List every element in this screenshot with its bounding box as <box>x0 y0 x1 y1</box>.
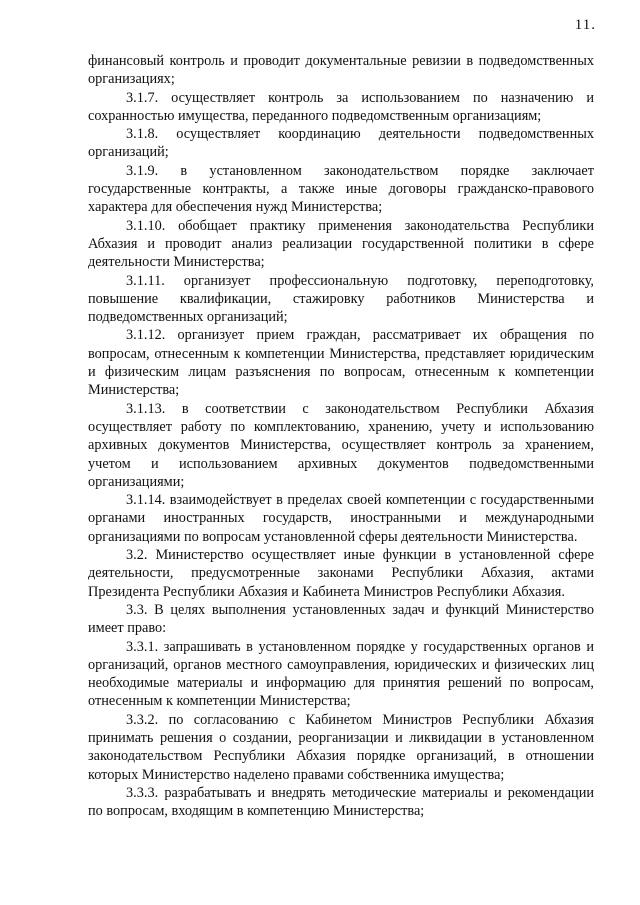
paragraph: 3.3.2. по согласованию с Кабинетом Министров Республики Абхазия принимать решения о создании, реорганизации и ликвидации в установленном законодательством Республики Абхазия порядке организаций, в отношении которых Министерство наделено правами собственника имущества; <box>88 711 594 783</box>
page-number: 11. <box>574 17 596 33</box>
paragraph: 3.1.13. в соответствии с законодательством Республики Абхазия осуществляет работу по комплектованию, хранению, учету и использованию архивных документов Министерства, осуществляет контроль за хранением, учетом и использованием архивных документов подведомственными организациями; <box>88 400 594 490</box>
paragraph: 3.3.3. разрабатывать и внедрять методические материалы и рекомендации по вопросам, входящим в компетенцию Министерства; <box>88 784 594 820</box>
paragraph: 3.1.8. осуществляет координацию деятельности подведомственных организаций; <box>88 126 594 161</box>
document-body <box>88 52 594 820</box>
paragraph: финансовый контроль и проводит документальные ревизии в подведомственных организациях; <box>88 53 594 88</box>
paragraph: 3.3.1. запрашивать в установленном порядке у государственных органов и организаций, органов местного самоуправления, юридических и физических лиц необходимые материалы и информацию для принятия решений по вопросам, отнесенным к компетенции Министерства; <box>88 638 594 710</box>
paragraph: 3.2. Министерство осуществляет иные функции в установленной сфере деятельности, предусмотренные законами Республики Абхазия, актами Президента Республики Абхазия и Кабинета Министров Республики Абхазия. <box>88 547 594 600</box>
paragraph: 3.1.7. осуществляет контроль за использованием по назначению и сохранностью имущества, переданного подведомственным организациям; <box>88 89 594 124</box>
paragraph: 3.1.11. организует профессиональную подготовку, переподготовку, повышение квалификации, стажировку работников Министерства и подведомственных организаций; <box>88 272 594 326</box>
paragraph: 3.1.12. организует прием граждан, рассматривает их обращения по вопросам, отнесенным к компетенции Министерства, представляет юридическим и физическим лицам разъяснения по вопросам, отнесенным к компетенции Министерства; <box>88 327 594 399</box>
paragraph: 3.3. В целях выполнения установленных задач и функций Министерство имеет право: <box>88 601 594 637</box>
paragraph: 3.1.9. в установленном законодательством порядке заключает государственные контракты, а также иные договоры гражданско-правового характера для обеспечения нужд Министерства; <box>88 162 594 216</box>
paragraph: 3.1.10. обобщает практику применения законодательства Республики Абхазия и проводит анализ реализации государственной политики в сфере деятельности Министерства; <box>88 217 594 271</box>
paragraph: 3.1.14. взаимодействует в пределах своей компетенции с государственными органами иностранных государств, иностранными и международными организациями по вопросам установленной сферы деятельности Министерства. <box>88 492 594 545</box>
